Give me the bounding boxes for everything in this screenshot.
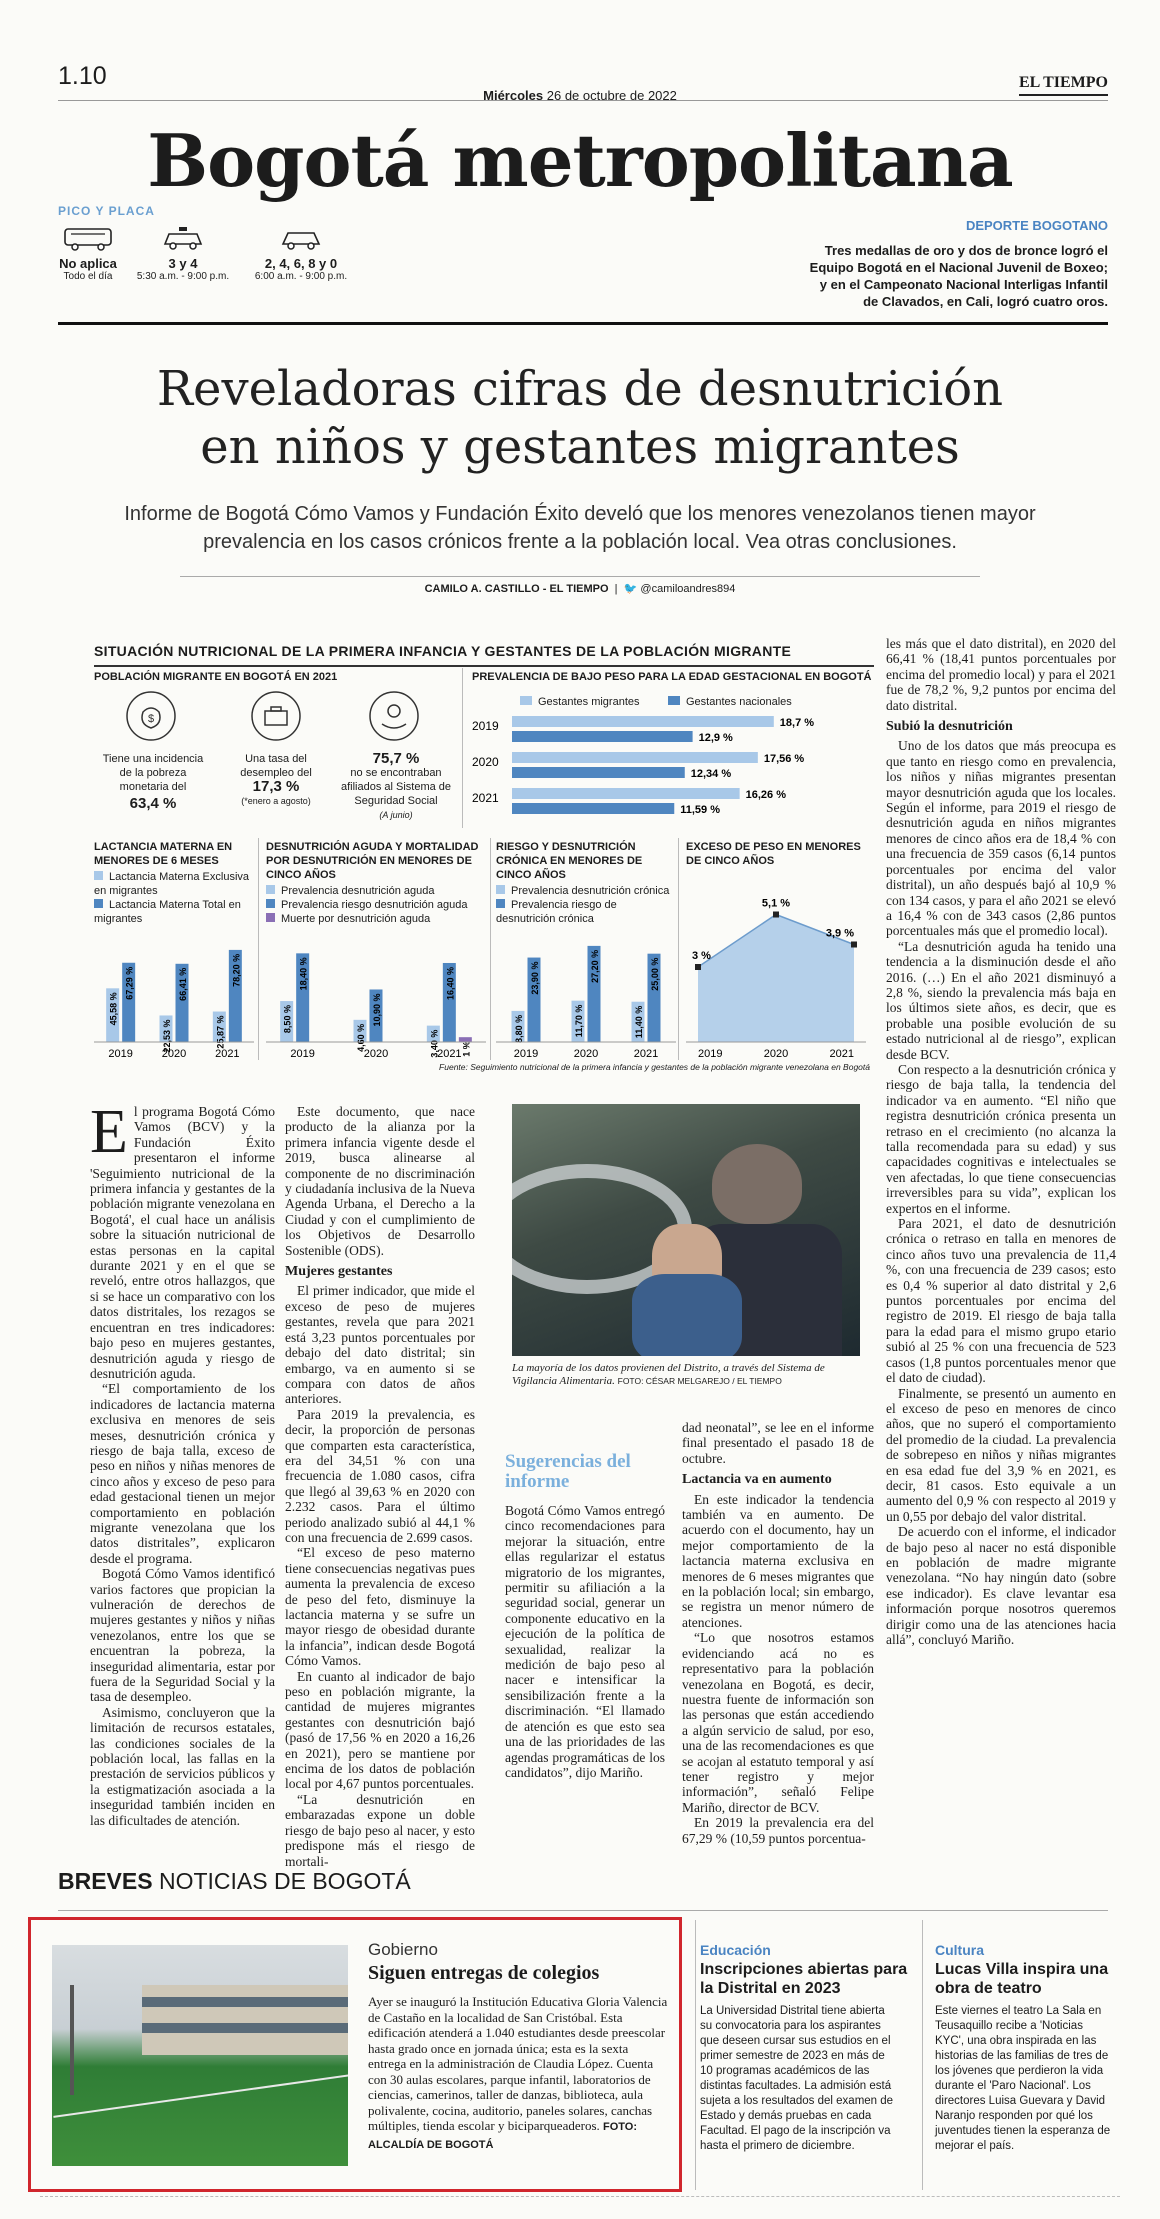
data-label: 16,40 % [445,966,456,1001]
data-label: 5,1 % [761,897,791,910]
chart-divider-1 [258,838,259,1060]
data-label: 4,60 % [356,1023,366,1052]
data-label: 3,40 % [429,1029,440,1058]
data-label: 22,53 % [162,1019,172,1053]
section-title: Bogotá metropolitana [147,118,1013,203]
tick-label: 2019 [290,1048,315,1060]
data-label: 25,00 % [650,957,660,991]
chart-cronica-legend: Prevalencia desnutrición crónica Prevalencia riesgo de desnutrición crónica [496,885,670,925]
pico-item-taxi: 3 y 4 5:30 a.m. - 9:00 p.m. [128,226,238,282]
tick-label: 2019 [513,1048,539,1060]
pico-y-placa-title: PICO Y PLACA [58,204,155,218]
data-label: 18,7 % [779,717,815,729]
data-label: 10,90 % [372,993,382,1027]
point [695,964,701,970]
chart-divider-2 [490,838,491,1060]
data-label: 78,20 % [231,953,242,987]
chart-cronica [496,930,676,1060]
data-label: 45,58 % [108,992,119,1026]
article-column-5: les más que el dato distrital), en 2020 del 66,41 % (18,41 puntos porcentuales por encima del promedio local) y para el 2021 fue de 78,2 %, 9,2 puntos por encima del dato distrital. Subió la desnutrición Uno de los datos que más preocupa es que tanto en riesgo como en prevalencia, los niños y niñas migrantes presentan mayor desnutrición aguda que los locales. Según el informe, para 2019 el riesgo de desnutrición aguda en niños migrantes menores de cinco años era de 18,4 % con una frecuencia de 359 casos (6,14 puntos porcentuales por encima del valor distrital), un año después bajó al 10,9 % con 134 casos, y para el año 2021 se elevó a 16,4 % con de 343 casos (2,86 puntos porcentuales más que el promedio local). “La desnutrición aguda ha tenido una tendencia a la disminución desde el año 2016. (…) En el año 2021 disminuyó a 2,8 %, siendo la prevalencia más baja en los últimos siete años, es decir, que es probable una posible evolución de su estado nutricional al de riesgo”, explican desde BCV. Con respecto a la desnutrición crónica y riesgo de baja talla, la tendencia del indicador va en aumento. “El niño que registra desnutrición crónica presenta un retraso en el crecimiento (no alcanza la talla recomendada para su edad) y sus capacidades cognitivas e intelectuales se ven afectadas, lo que tiene consecuencias irreversibles para su vida”, explican los expertos en el informe. Para 2021, el dato de desnutrición crónica o retraso en talla en menores de cinco años tuvo una prevalencia de 11,4 %, con una frecuencia de 239 casos; esto es 0,4 % superior al dato distrital y 2,6 puntos porcentuales por encima del registro de 2019. El riesgo de baja talla para la edad para el mismo grupo etario subió al 25 % con una frecuencia de 523 casos (1,8 puntos porcentuales menor que el dato de ciudad). Finalmente, se presentó un aumento en el exceso de peso en menores de cinco años, que no superó el comportamiento del promedio de la ciudad. La prevalencia de sobrepeso en niños y niñas migrantes en esa edad fue del 3,9 % en 2021, es decir, 81 casos. Esto equivale a un aumento del 0,9 % con respecto al 2019 y un 0,55 por debajo del valor distrital. De acuerdo con el informe, el indicador de bajo peso al nacer no está disponible en población de madre migrante venezolana. “No hay ningún dato (sobre ese indicador). Es clave levantar esa información porque nosotros queremos dirigir como una de las atenciones hacia allá”, concluyó Mariño. [886,636,1116,1647]
breves-divider-2 [922,1920,923,2190]
data-label: 8,80 % [514,1014,524,1043]
money-bag-icon [125,690,177,742]
bar [512,752,758,763]
top-divider [58,322,1108,325]
tick-label: 2019 [698,1048,723,1060]
data-label: 17,56 % [763,753,805,765]
svg-text:$: $ [147,713,155,725]
stat-seguridad: 75,7 % no se encontraban afiliados al Sistema de Seguridad Social (A junio) [340,750,452,820]
infographic-vdivider [462,668,463,828]
chart-cronica-title: RIESGO Y DESNUTRICIÓN CRÓNICA EN MENORES DE CINCO AÑOS [496,841,643,881]
byline-divider [180,576,980,577]
infographic-source: Fuente: Seguimiento nutricional de la primera infancia y gestantes de la población migrante venezolana en Bogotá [439,1062,870,1072]
tick-label: 2019 [108,1048,133,1060]
chart-divider-3 [678,838,679,1060]
data-label: 16,26 % [745,789,787,801]
page-number: 1.10 [58,62,107,90]
sugerencias-title: Sugerencias del informe [505,1451,631,1492]
data-label: 18,40 % [298,957,309,991]
breve3-title: Lucas Villa inspira una obra de teatro [935,1961,1109,1997]
breve2-text: La Universidad Distrital tiene abierta su convocatoria para los aspirantes que deseen cursar sus estudios en el primer semestre de 2023 en más de 10 programas académicos de las distintas facultades. La admisión está sujeta a los resultados del examen de Estado y demás pruebas en cada Facultad. El pago de la inscripción va hasta el primero de diciembre. [700,2005,894,2152]
breve1-title: Siguen entregas de colegios [368,1962,600,1984]
data-label: 8,50 % [282,1005,293,1034]
tick-label: 2019 [472,719,499,733]
chart-exceso [686,872,866,1060]
tick-label: 2020 [161,1048,187,1060]
byline: CAMILO A. CASTILLO - EL TIEMPO | 🐦 @camiloandres894 [424,583,736,595]
chart-gestacional [472,710,882,825]
tick-label: 2021 [472,791,499,805]
health-hands-icon [368,690,420,742]
school-photo [52,1945,348,2166]
breve3-text: Este viernes el teatro La Sala en Teusaquillo recibe a 'Noticias KYC', una obra inspirada en las historias de las familias de tres de los jóvenes que perdieron la vida durante el 'Paro Nacional'. Los directores Luisa Guevara y David Naranjo responden por qué los juventudes tienen la esperanza de mejorar el país. [935,2005,1111,2152]
data-label: 3 % [692,950,711,962]
bar [512,803,674,814]
page-date: Miércoles 26 de octubre de 2022 [483,88,677,103]
breves-divider [58,1910,1108,1911]
data-label: 27,20 % [590,949,600,983]
deporte-text: Tres medallas de oro y dos de bronce logró el Equipo Bogotá en el Nacional Juvenil de Boxeo; y en el Campeonato Nacional Interligas Infantil de Clavados, en Cali, logró cuatro oros. [809,243,1108,309]
breves-divider-1 [695,1920,696,2190]
car-icon [279,226,323,252]
bar [512,731,693,742]
chart-lactancia-legend: Lactancia Materna Exclusiva en migrantes Lactancia Materna Total en migrantes [94,871,250,925]
stat-pobreza: Tiene una incidencia de la pobreza monetaria del 63,4 % [102,753,204,812]
data-label: 23,90 % [530,961,540,995]
pico-item-car: 2, 4, 6, 8 y 0 6:00 a.m. - 9:00 p.m. [246,226,356,282]
chart-aguda-legend: Prevalencia desnutrición aguda Prevalencia riesgo desnutrición aguda Muerte por desnutrición aguda [266,884,486,926]
infographic-title: SITUACIÓN NUTRICIONAL DE LA PRIMERA INFANCIA Y GESTANTES DE LA POBLACIÓN MIGRANTE [94,643,792,659]
data-label: 12,9 % [698,732,733,744]
sugerencias-text: Bogotá Cómo Vamos entregó cinco recomendaciones para mejorar la situación, entre ellas regularizar el estatus migratorio de los migrantes, permitir su afiliación a la seguridad social, generar un componente educativo en la ejecución de la política de sexualidad, realizar la medición de bajo peso al nacer e intensificar la sensibilización frente a la discriminación. “El llamado de atención es que esto sea una de las prioridades de las agendas programáticas de los candidatos”, dijo Mariño. [505,1503,665,1780]
photo-caption: La mayoría de los datos provienen del Distrito, a través del Sistema de Vigilancia Alimentaria. FOTO: CÉSAR MELGAREJO / EL TIEMPO [512,1362,825,1387]
chart-exceso-title: EXCESO DE PESO EN MENORES DE CINCO AÑOS [686,841,861,867]
data-label: 3,9 % [825,927,854,940]
point [851,942,857,948]
data-label: 1 % [461,1041,472,1057]
chart-gestacional-title: PREVALENCIA DE BAJO PESO PARA LA EDAD GESTACIONAL EN BOGOTÁ [472,671,872,683]
legend-gestantes-migrantes: Gestantes migrantes [520,695,640,709]
bus-icon [63,226,113,252]
deporte-title: DEPORTE BOGOTANO [965,218,1108,233]
newspaper-brand: EL TIEMPO [1019,74,1108,96]
article-deck: Informe de Bogotá Cómo Vamos y Fundación Éxito develó que los menores venezolanos tienen mayor prevalencia en los casos crónicos frente a la población local. Vea otras conclusiones. [124,503,1036,553]
breve2-title: Inscripciones abiertas para la Distrital en 2023 [700,1961,908,1997]
point [773,912,779,918]
data-label: 67,29 % [124,966,135,1000]
taxi-icon [161,226,205,252]
data-label: 66,41 % [178,967,188,1001]
tick-label: 2020 [363,1048,389,1060]
tick-label: 2020 [472,755,499,769]
page-bottom-edge [40,2196,1120,2197]
bar [512,767,685,778]
tick-label: 2021 [633,1048,659,1060]
tick-label: 2020 [763,1048,789,1060]
tick-label: 2021 [437,1048,462,1060]
poblacion-title: POBLACIÓN MIGRANTE EN BOGOTÁ EN 2021 [94,671,338,683]
breve3-kicker: Cultura [935,1942,984,1958]
data-label: 25,87 % [215,1015,226,1049]
breve1-kicker: Gobierno [368,1940,438,1959]
pico-item-bus: No aplica Todo el día [58,226,118,282]
bar [512,788,740,799]
article-photo [512,1104,860,1356]
tick-label: 2021 [215,1048,240,1060]
chart-lactancia-title: LACTANCIA MATERNA EN MENORES DE 6 MESES [94,841,233,867]
infographic-divider [94,665,874,667]
breve1-text: Ayer se inauguró la Institución Educativa Gloria Valencia de Castaño en la localidad de San Cristóbal. Esta edificación atenderá a 1.040 estudiantes desde preescolar hasta grado once en jornada única; esta es la sexta entrega en la administración de Claudia López. Cuenta con 30 aulas escolares, parque infantil, laboratorios de ciencias, camerinos, taller de danzas, biblioteca, aula polivalente, cocina, auditorio, paneles solares, canchas múltiples, tienda escolar y biciparqueaderos. FOTO: ALCALDÍA DE BOGOTÁ [368,1994,668,2151]
briefcase-icon [250,690,302,742]
chart-lactancia [94,930,254,1060]
chart-aguda-title: DESNUTRICIÓN AGUDA Y MORTALIDAD POR DESNUTRICIÓN EN MENORES DE CINCO AÑOS [266,841,479,881]
drop-cap: E [90,1098,128,1166]
header-divider [58,100,1108,101]
data-label: 11,40 % [634,1005,644,1039]
article-headline: Reveladoras cifras de desnutrición en niños y gestantes migrantes [156,361,1004,475]
tick-label: 2020 [573,1048,599,1060]
data-label: 11,70 % [574,1004,584,1038]
bar [512,716,774,727]
legend-gestantes-nacionales: Gestantes nacionales [668,695,792,709]
article-column-1: El programa Bogotá Cómo Vamos (BCV) y la Fundación Éxito presentaron el informe 'Seguimiento nutricional de la primera infancia y gestantes de la población migrante venezolana en Bogotá', el cual hace un análisis sobre la situación nutricional de estas personas en la capital durante 2021 y en el que se reveló, entre otros hallazgos, que si se hace un comparativo con los datos distritales, los rezagos se encuentran en tres indicadores: bajo peso en mujeres gestantes, desnutrición aguda y riesgo de desnutrición aguda. “El comportamiento de los indicadores de lactancia materna exclusiva en menores de seis meses, desnutrición crónica y riesgo de baja talla, exceso de peso en niños y niñas menores de cinco años y exceso de peso para edad gestacional tienen un mejor comportamiento en población migrante venezolana que los datos distritales”, explicaron desde el programa. Bogotá Cómo Vamos identificó varios factores que propician la vulneración de derechos de mujeres gestantes y niños y niñas venezolanos, entre los que se encuentran la pobreza, la inseguridad alimentaria, estar por fuera de la Seguridad Social y la tasa de desempleo. Asimismo, concluyeron que la limitación de recursos estatales, las condiciones sociales de la población local, las fallas en la prestación de servicios públicos y la estigmatización asociada a la inseguridad también inciden en las dificultades de atención. [90,1098,275,1828]
chart-aguda [266,930,486,1060]
tick-label: 2021 [829,1048,854,1060]
twitter-icon: 🐦 [623,583,638,595]
data-label: 11,59 % [680,804,721,816]
data-label: 12,34 % [690,768,732,780]
article-column-4: dad neonatal”, se lee en el informe final presentado el pasado 18 de octubre. Lactancia va en aumento En este indicador la tendencia también va en aumento. De acuerdo con el documento, hay un mejor comportamiento de la lactancia materna exclusiva en menores de 6 meses migrantes que en la población local; sin embargo, se registra un menor número de atenciones. “Lo que nosotros estamos evidenciando acá no es representativo para la población venezolana en Bogotá, es decir, nuestra fuente de información son las personas que están accediendo a algún servicio de salud, por eso, una de las recomendaciones es que se acojan al estatuto temporal y así tener registro y mejor información”, señaló Felipe Mariño, director de BCV. En 2019 la prevalencia era del 67,29 % (10,59 puntos porcentua- [682,1420,874,1846]
stat-desempleo: Una tasa del desempleo del 17,3 % (*enero a agosto) [240,753,312,806]
article-column-2: Este documento, que nace producto de la alianza por la primera infancia vigente desde el 2019, busca alinearse al componente de no discriminación y ciudadanía inclusiva de la Nueva Agenda Urbana, el Derecho a la Ciudad y con el cumplimiento de los Objetivos de Desarrollo Sostenible (ODS). Mujeres gestantes El primer indicador, que mide el exceso de peso de mujeres gestantes, revela que para 2021 está 3,23 puntos porcentuales por debajo del dato distrital; sin embargo, va en aumento si se compara con datos de años anteriores. Para 2019 la prevalencia, es decir, la proporción de personas que comparten esta característica, era del 34,51 % con una frecuencia de 1.080 casos, cifra que llegó al 39,63 % en 2020 con 2.232 casos. Para el último periodo analizado subió al 44,1 % con una frecuencia de 2.699 casos. “El exceso de peso materno tiene consecuencias negativas pues aumenta la prevalencia de exceso de peso del feto, disminuye la lactancia materna y se sufre un mayor riesgo de obesidad durante la infancia”, indican desde Bogotá Cómo Vamos. En cuanto al indicador de bajo peso en población migrante, la cantidad de mujeres migrantes gestantes con desnutrición bajó (pasó de 17,56 % en 2020 a 16,26 en 2021), pero se mantiene por encima de los datos de población local por 4,67 puntos porcentuales. “La desnutrición en embarazadas expone un doble riesgo de bajo peso al nacer, y esto predispone más el riesgo de mortali- [285,1104,475,1869]
breves-heading: BREVES NOTICIAS DE BOGOTÁ [58,1868,411,1894]
breve2-kicker: Educación [700,1942,771,1958]
